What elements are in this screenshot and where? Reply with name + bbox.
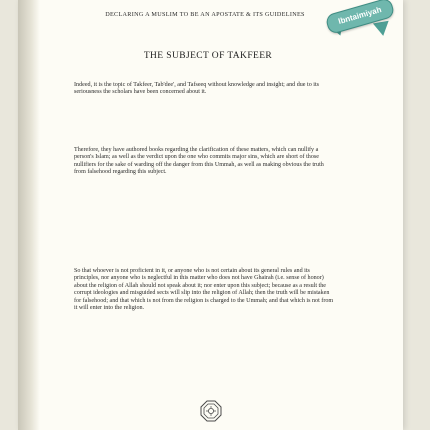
paragraph-2: Therefore, they have authored books regarding the clarification of these matters, which can nullify a person's Islam; as well as the verdict upon the one who commits major sins, which are short of those nullifiers for the sake of warding off the danger from this Ummah, as well as making obvious the truth from falsehood regarding this subject. — [74, 147, 324, 176]
paragraph-1: Indeed, it is the topic of Takfeer, Tab'dee', and Tafseeq without knowledge and insight; and due to its seriousness the scholars have been concerned about it. — [74, 82, 320, 96]
chapter-title: THE SUBJECT OF TAKFEER — [143, 51, 273, 61]
badge-ribbon-right — [373, 21, 391, 38]
running-head: DECLARING A MUSLIM TO BE AN APOSTATE & ITS GUIDELINES — [105, 11, 305, 18]
watermark-badge — [318, 0, 400, 46]
book-page — [18, 0, 403, 430]
page-gutter-shadow — [18, 0, 40, 430]
badge-label: Ibntaimiyah — [325, 0, 396, 35]
paragraph-3: So that whoever is not proficient in it, or anyone who is not certain about its general rules and its principles, nor anyone who is neglectful in this matter who does not have Ghairah (i.e. sense of honor) about the religion of Allah should not speak about it; nor enter upon this subject; because as a result the corrupt ideologies and misguided sects will slip into the religion of Allah; then the truth will be mistaken for falsehood; and that which is not from the religion is charged to the Ummah; and that which is not from it will enter into the religion. — [74, 268, 334, 312]
octagon-ornament-icon — [200, 400, 222, 422]
